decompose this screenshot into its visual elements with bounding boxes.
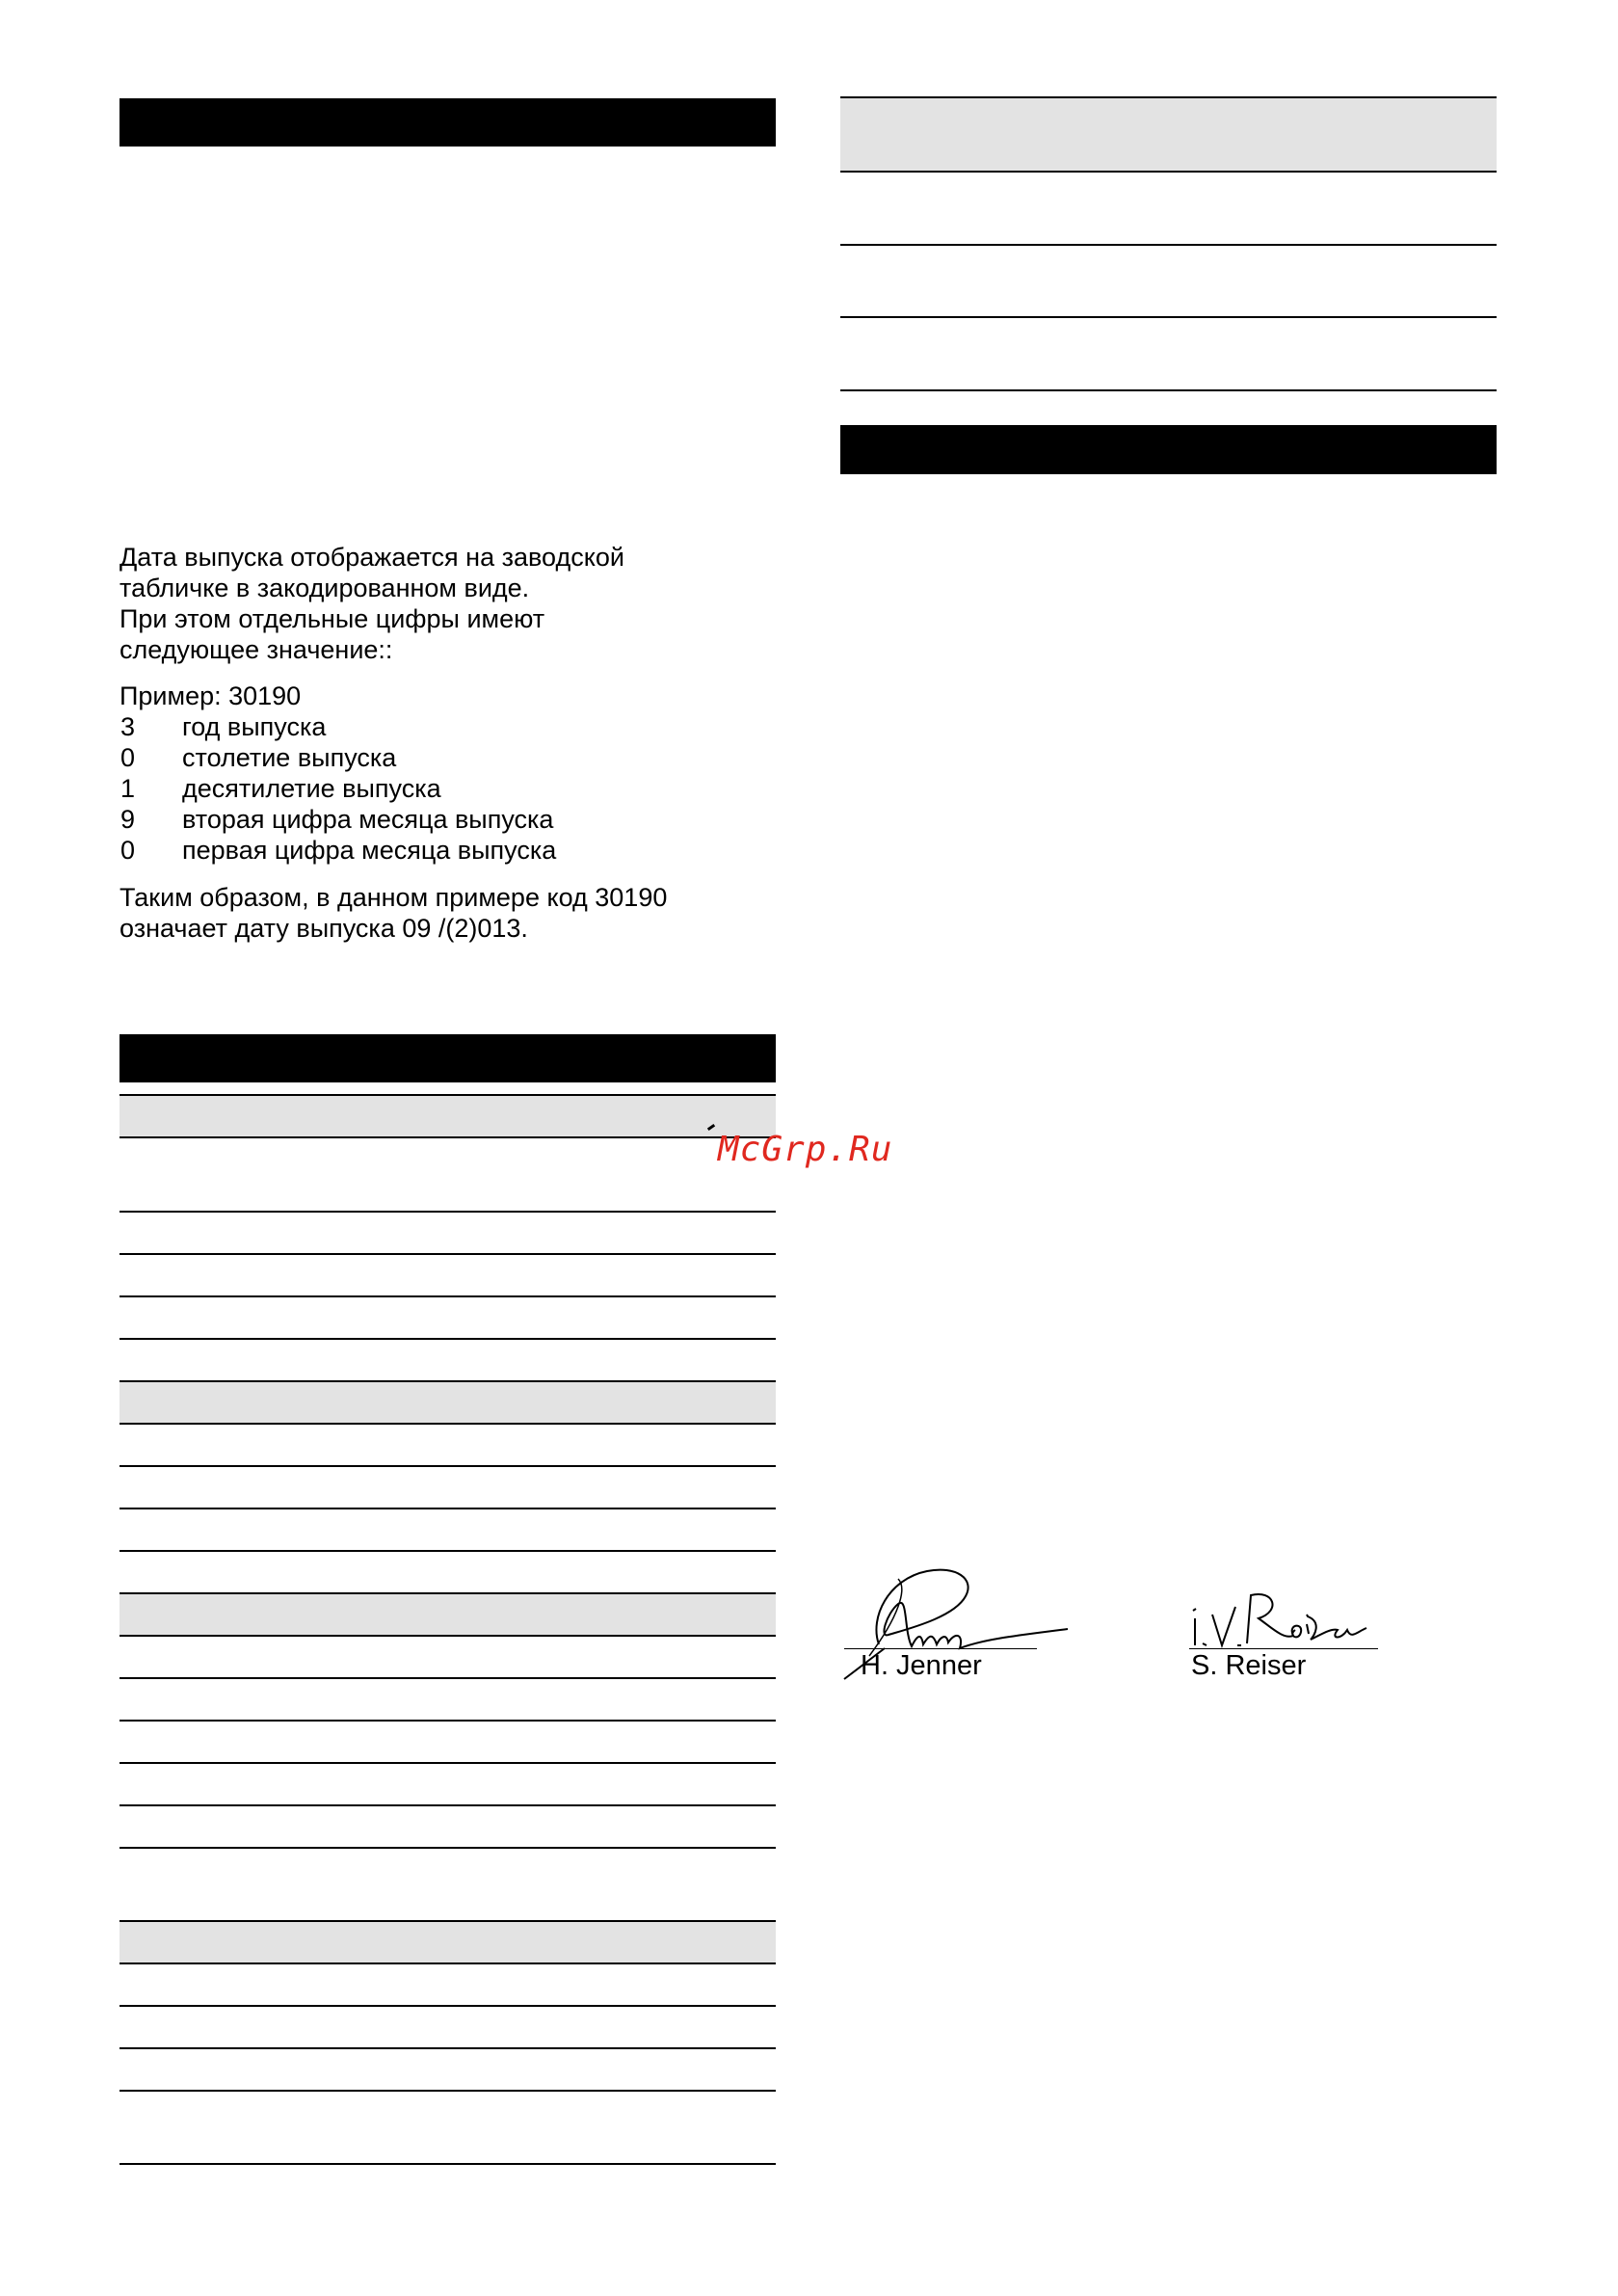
intro-line: При этом отдельные цифры имеют — [119, 604, 545, 633]
intro-line: Дата выпуска отображается на заводской — [119, 543, 624, 572]
digit: 3 — [120, 712, 136, 741]
table-bottom-rule — [119, 2163, 776, 2165]
conclusion-line: означает дату выпуска 09 /(2)013. — [119, 914, 528, 943]
conclusion-line: Таким образом, в данном примере код 30190 — [119, 883, 668, 912]
digit-meaning: столетие выпуска — [182, 743, 397, 772]
table-row-divider — [119, 1720, 776, 1722]
table-row-divider — [119, 1762, 776, 1764]
digit-meaning: первая цифра месяца выпуска — [182, 836, 557, 865]
table-row-divider — [119, 2005, 776, 2007]
table-row-divider — [119, 1508, 776, 1509]
intro-line: табличке в закодированном виде. — [119, 574, 530, 602]
digit: 0 — [120, 743, 136, 772]
digit-meaning: вторая цифра месяца выпуска — [182, 805, 554, 834]
table-row-divider — [119, 2047, 776, 2049]
example-label: Пример: 30190 — [119, 681, 302, 710]
table-row-divider — [119, 1136, 776, 1138]
intro-line: следующее значение:: — [119, 635, 393, 664]
table-row-divider — [119, 1677, 776, 1679]
table-row-divider — [840, 171, 1497, 173]
table-row-divider — [119, 1550, 776, 1552]
digit: 1 — [120, 774, 136, 803]
table-row-divider — [119, 1253, 776, 1255]
digit: 9 — [120, 805, 136, 834]
table-row-divider — [119, 1423, 776, 1425]
table-group-row — [119, 1594, 776, 1635]
table-row-divider — [119, 2090, 776, 2092]
section-header-bar — [119, 1034, 776, 1082]
section-header-bar — [119, 98, 776, 147]
table-group-row — [119, 1922, 776, 1962]
table-row-divider — [840, 244, 1497, 246]
table-row-divider — [119, 1338, 776, 1340]
table-row-divider — [119, 1465, 776, 1467]
section-header-bar — [840, 425, 1497, 474]
table-row-divider — [119, 1211, 776, 1213]
table-header-row — [840, 98, 1497, 171]
table-row-divider — [840, 389, 1497, 391]
table-group-row — [119, 1096, 776, 1136]
table-row-divider — [119, 1295, 776, 1297]
signer-name: S. Reiser — [1191, 1650, 1307, 1681]
table-row-divider — [119, 1804, 776, 1806]
watermark: McGrp.Ru — [718, 1130, 893, 1169]
digit: 0 — [120, 836, 136, 865]
digit-meaning: десятилетие выпуска — [182, 774, 441, 803]
digit-meaning: год выпуска — [182, 712, 327, 741]
table-row-divider — [119, 1962, 776, 1964]
table-row-divider — [119, 1635, 776, 1637]
table-row-divider — [119, 1847, 776, 1849]
handwritten-signature-right — [1187, 1586, 1370, 1649]
signer-name: H. Jenner — [861, 1650, 982, 1681]
table-row-divider — [840, 316, 1497, 318]
table-group-row — [119, 1382, 776, 1423]
